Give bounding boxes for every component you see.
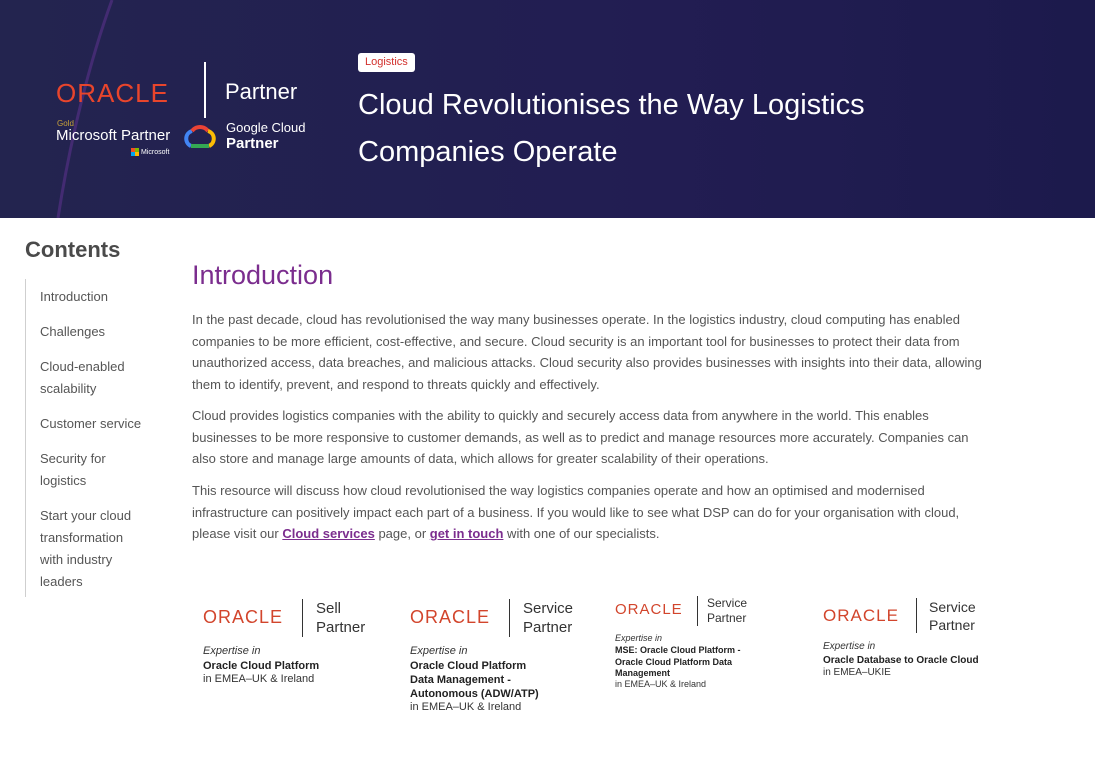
toc-item-cloud-enabled-scalability[interactable]: Cloud-enabled scalability [40, 359, 125, 396]
badge-region: in EMEA–UK & Ireland [203, 673, 315, 685]
badge-role-line1: Service [523, 600, 574, 617]
badge-divider [697, 596, 698, 626]
badge-product-line2: Data Management - [410, 674, 511, 686]
oracle-logo: ORACLE [56, 78, 169, 108]
badge-expertise: Expertise in [203, 645, 261, 657]
logo-divider [204, 62, 206, 118]
section-heading: Introduction [192, 260, 334, 290]
badge-product-line2: Oracle Cloud Platform Data [615, 657, 733, 667]
toc-item-security-for-logistics[interactable]: Security for logistics [40, 451, 106, 488]
toc-item-introduction[interactable]: Introduction [40, 289, 108, 304]
badge-region: in EMEA–UK & Ireland [615, 679, 707, 689]
google-cloud-label [226, 120, 306, 152]
microsoft-logo-text: Microsoft [141, 148, 170, 156]
page-title: Cloud Revolutionises the Way Logistics Companies Operate [358, 89, 865, 168]
oracle-partner-label: Partner [225, 79, 298, 104]
badge-role-line2: Partner [523, 619, 573, 636]
badge-role-line1: Sell [316, 600, 342, 617]
badge-divider [509, 599, 510, 637]
p3-text-c: with one of our specialists. [503, 526, 660, 542]
table-of-contents [25, 279, 155, 597]
badge-role-line2: Partner [929, 617, 975, 633]
cloud-services-link[interactable]: Cloud services [282, 526, 375, 542]
oracle-service-partner-badge-database [823, 596, 1003, 686]
intro-paragraph-1: In the past decade, cloud has revolutionised the way many businesses operate. In the logistics industry, cloud computing has enabled companies to be more efficient, cost-effective, and secure. Cloud security is an important tool for businesses to protect their data from unauthorized access, data breaches, and malicious attacks. Cloud security also provides businesses with insights into their data, allowing them to identify, prevent, and respond to threats quickly and effectively. [192, 312, 982, 393]
microsoft-logo [131, 148, 169, 156]
p3-text-a: This resource will discuss how cloud revolutionised the way logistics companies operate and how an optimised and modernised infrastructure can positively impact each part of a business. If you would like to see what DSP can do for your organisation with cloud, please visit our [192, 483, 960, 542]
google-cloud-icon [183, 122, 217, 152]
contents-heading: Contents [25, 237, 121, 262]
ms-partner-label: Microsoft Partner [56, 127, 171, 144]
oracle-service-partner-badge-mse [615, 596, 785, 696]
oracle-service-partner-badge-adw [410, 596, 590, 716]
badge-expertise: Expertise in [615, 633, 663, 643]
p3-text-b: page, or [374, 526, 430, 542]
google-cloud-line1: Google Cloud [226, 120, 306, 135]
badge-oracle-logo: ORACLE [615, 601, 683, 618]
badge-product-line1: Oracle Database to Oracle Cloud [823, 655, 979, 666]
badge-region: in EMEA–UKIE [823, 667, 891, 678]
microsoft-grid-icon [131, 148, 139, 156]
badge-product-line3: Management [615, 668, 671, 678]
badge-product-line1: MSE: Oracle Cloud Platform - [615, 645, 741, 655]
badge-expertise: Expertise in [410, 645, 468, 657]
badge-product-line1: Oracle Cloud Platform [410, 660, 527, 672]
badge-role-line2: Partner [316, 619, 366, 636]
google-cloud-line2: Partner [226, 135, 279, 152]
intro-paragraph-3 [192, 480, 992, 545]
toc-item-start-transformation[interactable]: Start your cloud transformation with industry leaders [40, 508, 132, 589]
category-tag[interactable]: Logistics [358, 53, 415, 72]
partner-logos [56, 60, 316, 170]
badge-product-line1: Oracle Cloud Platform [203, 660, 320, 672]
badge-oracle-logo: ORACLE [410, 607, 491, 627]
badge-oracle-logo: ORACLE [203, 607, 284, 627]
intro-paragraph-2: Cloud provides logistics companies with the ability to quickly and securely access data from anywhere in the world. This enables businesses to be more responsive to customer demands, as well as to predict and manage resources more accurately. Companies can also store and manage large amounts of data, which allows for greater scalability of their operations. [192, 408, 969, 467]
ms-gold-label: Gold [57, 119, 74, 128]
badge-region: in EMEA–UK & Ireland [410, 701, 522, 713]
hero-banner [0, 0, 1095, 218]
toc-item-challenges[interactable]: Challenges [40, 324, 106, 339]
oracle-sell-partner-badge [203, 596, 383, 696]
toc-item-customer-service[interactable]: Customer service [40, 416, 142, 431]
badge-expertise: Expertise in [823, 641, 876, 652]
badge-divider [916, 598, 917, 633]
badge-divider [302, 599, 303, 637]
badge-role-line1: Service [707, 596, 748, 610]
badge-oracle-logo: ORACLE [823, 606, 899, 625]
badge-product-line3: Autonomous (ADW/ATP) [410, 688, 539, 700]
get-in-touch-link[interactable]: get in touch [429, 526, 504, 542]
badge-role-line2: Partner [707, 611, 747, 625]
badge-role-line1: Service [929, 599, 976, 615]
